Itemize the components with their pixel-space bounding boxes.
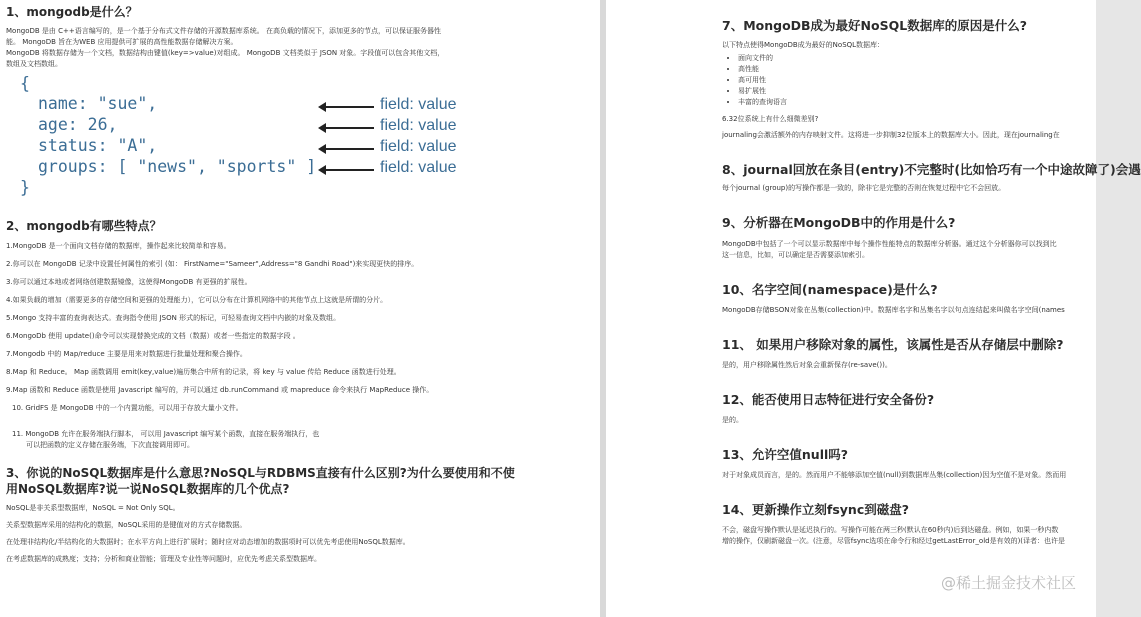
q13-answer: 对于对象成员而言，是的。然而用户不能够添加空值(null)到数据库丛集(collection)因为空值不是对象。然而用 xyxy=(722,471,1067,479)
q9-answer-line1: MongoDB中包括了一个可以显示数据库中每个操作性能特点的数据库分析器。通过这个分析器你可以找到比 xyxy=(722,240,1057,248)
q10-answer: MongoDB存储BSON对象在丛集(collection)中。数据库名字和丛集名字以句点连结起来叫做名字空间(names xyxy=(722,306,1065,314)
list-item: • 面向文件的 xyxy=(738,53,1096,64)
json-document-example xyxy=(6,74,476,200)
feature-item: 10. GridFS 是 MongoDB 中的一个内置功能，可以用于存放大量小文件。 xyxy=(12,404,243,412)
feature-item: 2.你可以在 MongoDB 记录中设置任何属性的索引 (如： FirstName="Sameer",Address="8 Gandhi Road")来实现更快的排序。 xyxy=(6,260,419,268)
q3-line: 关系型数据库采用的结构化的数据，NoSQL采用的是键值对的方式存储数据。 xyxy=(6,521,247,529)
code-open-brace: { xyxy=(20,74,30,93)
feature-item: 8.Map 和 Reduce。 Map 函数调用 emit(key,value)遍历集合中所有的记录，将 key 与 value 传给 Reduce 函数进行处理。 xyxy=(6,368,401,376)
field-value-label: field: value xyxy=(380,138,457,155)
q1-title: 1、mongodb是什么？ xyxy=(6,5,138,19)
q3-title-line2: 用NoSQL数据库?说一说NoSQL数据库的几个优点? xyxy=(6,482,290,496)
q14-answer-line1: 不会，磁盘写操作默认是延迟执行的。写操作可能在两三秒(默认在60秒内)后到达磁盘。例如，如果一秒内数 xyxy=(722,526,1059,534)
q1-para2-line2: 数组及文档数组。 xyxy=(6,60,62,68)
q7-bullet-list xyxy=(722,53,1096,108)
q3-line: 在考虑数据库的成熟度；支持；分析和商业智能；管理及专业性等问题时，应优先考虑关系型数据库。 xyxy=(6,555,321,563)
list-item: • 高可用性 xyxy=(738,75,1096,86)
feature-item: 6.MongoDb 使用 update()命令可以实现替换完成的文档（数据）或者一些指定的数据字段 。 xyxy=(6,332,300,340)
q9-title: 9、分析器在MongoDB中的作用是什么? xyxy=(722,215,956,230)
q1-para2-line1: MongoDB 将数据存储为一个文档，数据结构由键值(key=>value)对组成。 MongoDB 文档类似于 JSON 对象。字段值可以包含其他文档， xyxy=(6,49,445,57)
watermark: @稀土掘金技术社区 xyxy=(940,574,1076,592)
list-item: • 丰富的查询语言 xyxy=(738,97,1096,108)
q10-title: 10、名字空间(namespace)是什么? xyxy=(722,282,938,297)
q3-line: NoSQL是非关系型数据库，NoSQL = Not Only SQL。 xyxy=(6,504,180,512)
q1-para1-line1: MongoDB 是由 C++语言编写的，是一个基于分布式文件存储的开源数据库系统。 在高负载的情况下，添加更多的节点，可以保证服务器性 xyxy=(6,27,441,35)
code-line-age: age: 26, xyxy=(38,115,118,134)
code-line-name: name: "sue", xyxy=(38,94,158,113)
q8-answer: 每个journal (group)的写操作都是一致的，除非它是完整的否则在恢复过程中它不会回放。 xyxy=(722,184,1006,192)
field-value-label: field: value xyxy=(380,117,457,134)
feature-item: 7.Mongodb 中的 Map/reduce 主要是用来对数据进行批量处理和聚合操作。 xyxy=(6,350,247,358)
feature-item: 9.Map 函数和 Reduce 函数是使用 Javascript 编写的，并可以通过 db.runCommand 或 mapreduce 命令来执行 MapReduce 操作。 xyxy=(6,386,434,394)
q13-title: 13、允许空值null吗? xyxy=(722,447,849,462)
code-line-groups: groups: [ "news", "sports" ] xyxy=(38,157,317,176)
list-item: • 高性能 xyxy=(738,64,1096,75)
right-page xyxy=(606,0,1141,617)
field-value-label: field: value xyxy=(380,96,457,113)
q8-title: 8、journal回放在条目(entry)不完整时(比如恰巧有一个中途故障了)会遇 xyxy=(722,162,1141,177)
feature-item: 可以把函数的定义存储在服务端，下次直接调用即可。 xyxy=(26,441,194,449)
feature-item: 1.MongoDB 是一个面向文档存储的数据库，操作起来比较简单和容易。 xyxy=(6,242,231,250)
q3-title-line1: 3、你说的NoSQL数据库是什么意思?NoSQL与RDBMS直接有什么区别?为什么要使用和不使 xyxy=(6,466,515,480)
arrow-icon xyxy=(324,169,374,171)
q3-line: 在处理非结构化/半结构化的大数据时；在水平方向上进行扩展时；随时应对动态增加的数据项时可以优先考虑使用NoSQL数据库。 xyxy=(6,538,410,546)
arrow-icon xyxy=(324,127,374,129)
feature-item: 5.Mongo 支持丰富的查询表达式。查询指令使用 JSON 形式的标记，可轻易查询文档中内嵌的对象及数组。 xyxy=(6,314,341,322)
q6-line: 6.32位系统上有什么细微差别? xyxy=(722,115,819,123)
q1-para1-line2: 能。 MongoDB 旨在为WEB 应用提供可扩展的高性能数据存储解决方案。 xyxy=(6,38,238,46)
q9-answer-line2: 这一信息，比如，可以确定是否需要添加索引。 xyxy=(722,251,869,259)
list-item: • 易扩展性 xyxy=(738,86,1096,97)
feature-item: 4.如果负载的增加（需要更多的存储空间和更强的处理能力），它可以分布在计算机网络中的其他节点上这就是所谓的分片。 xyxy=(6,296,388,304)
feature-item: 11. MongoDB 允许在服务端执行脚本， 可以用 Javascript 编写某个函数，直接在服务端执行，也 xyxy=(12,430,320,438)
q12-answer: 是的。 xyxy=(722,416,743,424)
arrow-icon xyxy=(324,148,374,150)
q14-title: 14、更新操作立刻fsync到磁盘? xyxy=(722,502,909,517)
q2-title: 2、mongodb有哪些特点？ xyxy=(6,219,162,233)
q6-answer: journaling会激活额外的内存映射文件。这将进一步抑制32位版本上的数据库大小。因此，现在journaling在 xyxy=(722,131,1060,139)
code-line-status: status: "A", xyxy=(38,136,158,155)
q11-title: 11、 如果用户移除对象的属性，该属性是否从存储层中删除? xyxy=(722,337,1064,352)
arrow-icon xyxy=(324,106,374,108)
field-value-label: field: value xyxy=(380,159,457,176)
q14-answer-line2: 增的操作，仅刷新磁盘一次。(注意，尽管fsync选项在命令行和经过getLastError_old是有效的)(译者：也许是 xyxy=(722,537,1066,545)
code-close-brace: } xyxy=(20,178,30,197)
q7-intro: 以下特点使得MongoDB成为最好的NoSQL数据库： xyxy=(722,41,885,49)
q11-answer: 是的，用户移除属性然后对象会重新保存(re-save())。 xyxy=(722,361,892,369)
q12-title: 12、能否使用日志特征进行安全备份? xyxy=(722,392,935,407)
feature-item: 3.你可以通过本地或者网络创建数据镜像，这使得MongoDB 有更强的扩展性。 xyxy=(6,278,252,286)
q7-title: 7、MongoDB成为最好NoSQL数据库的原因是什么? xyxy=(722,18,1027,33)
